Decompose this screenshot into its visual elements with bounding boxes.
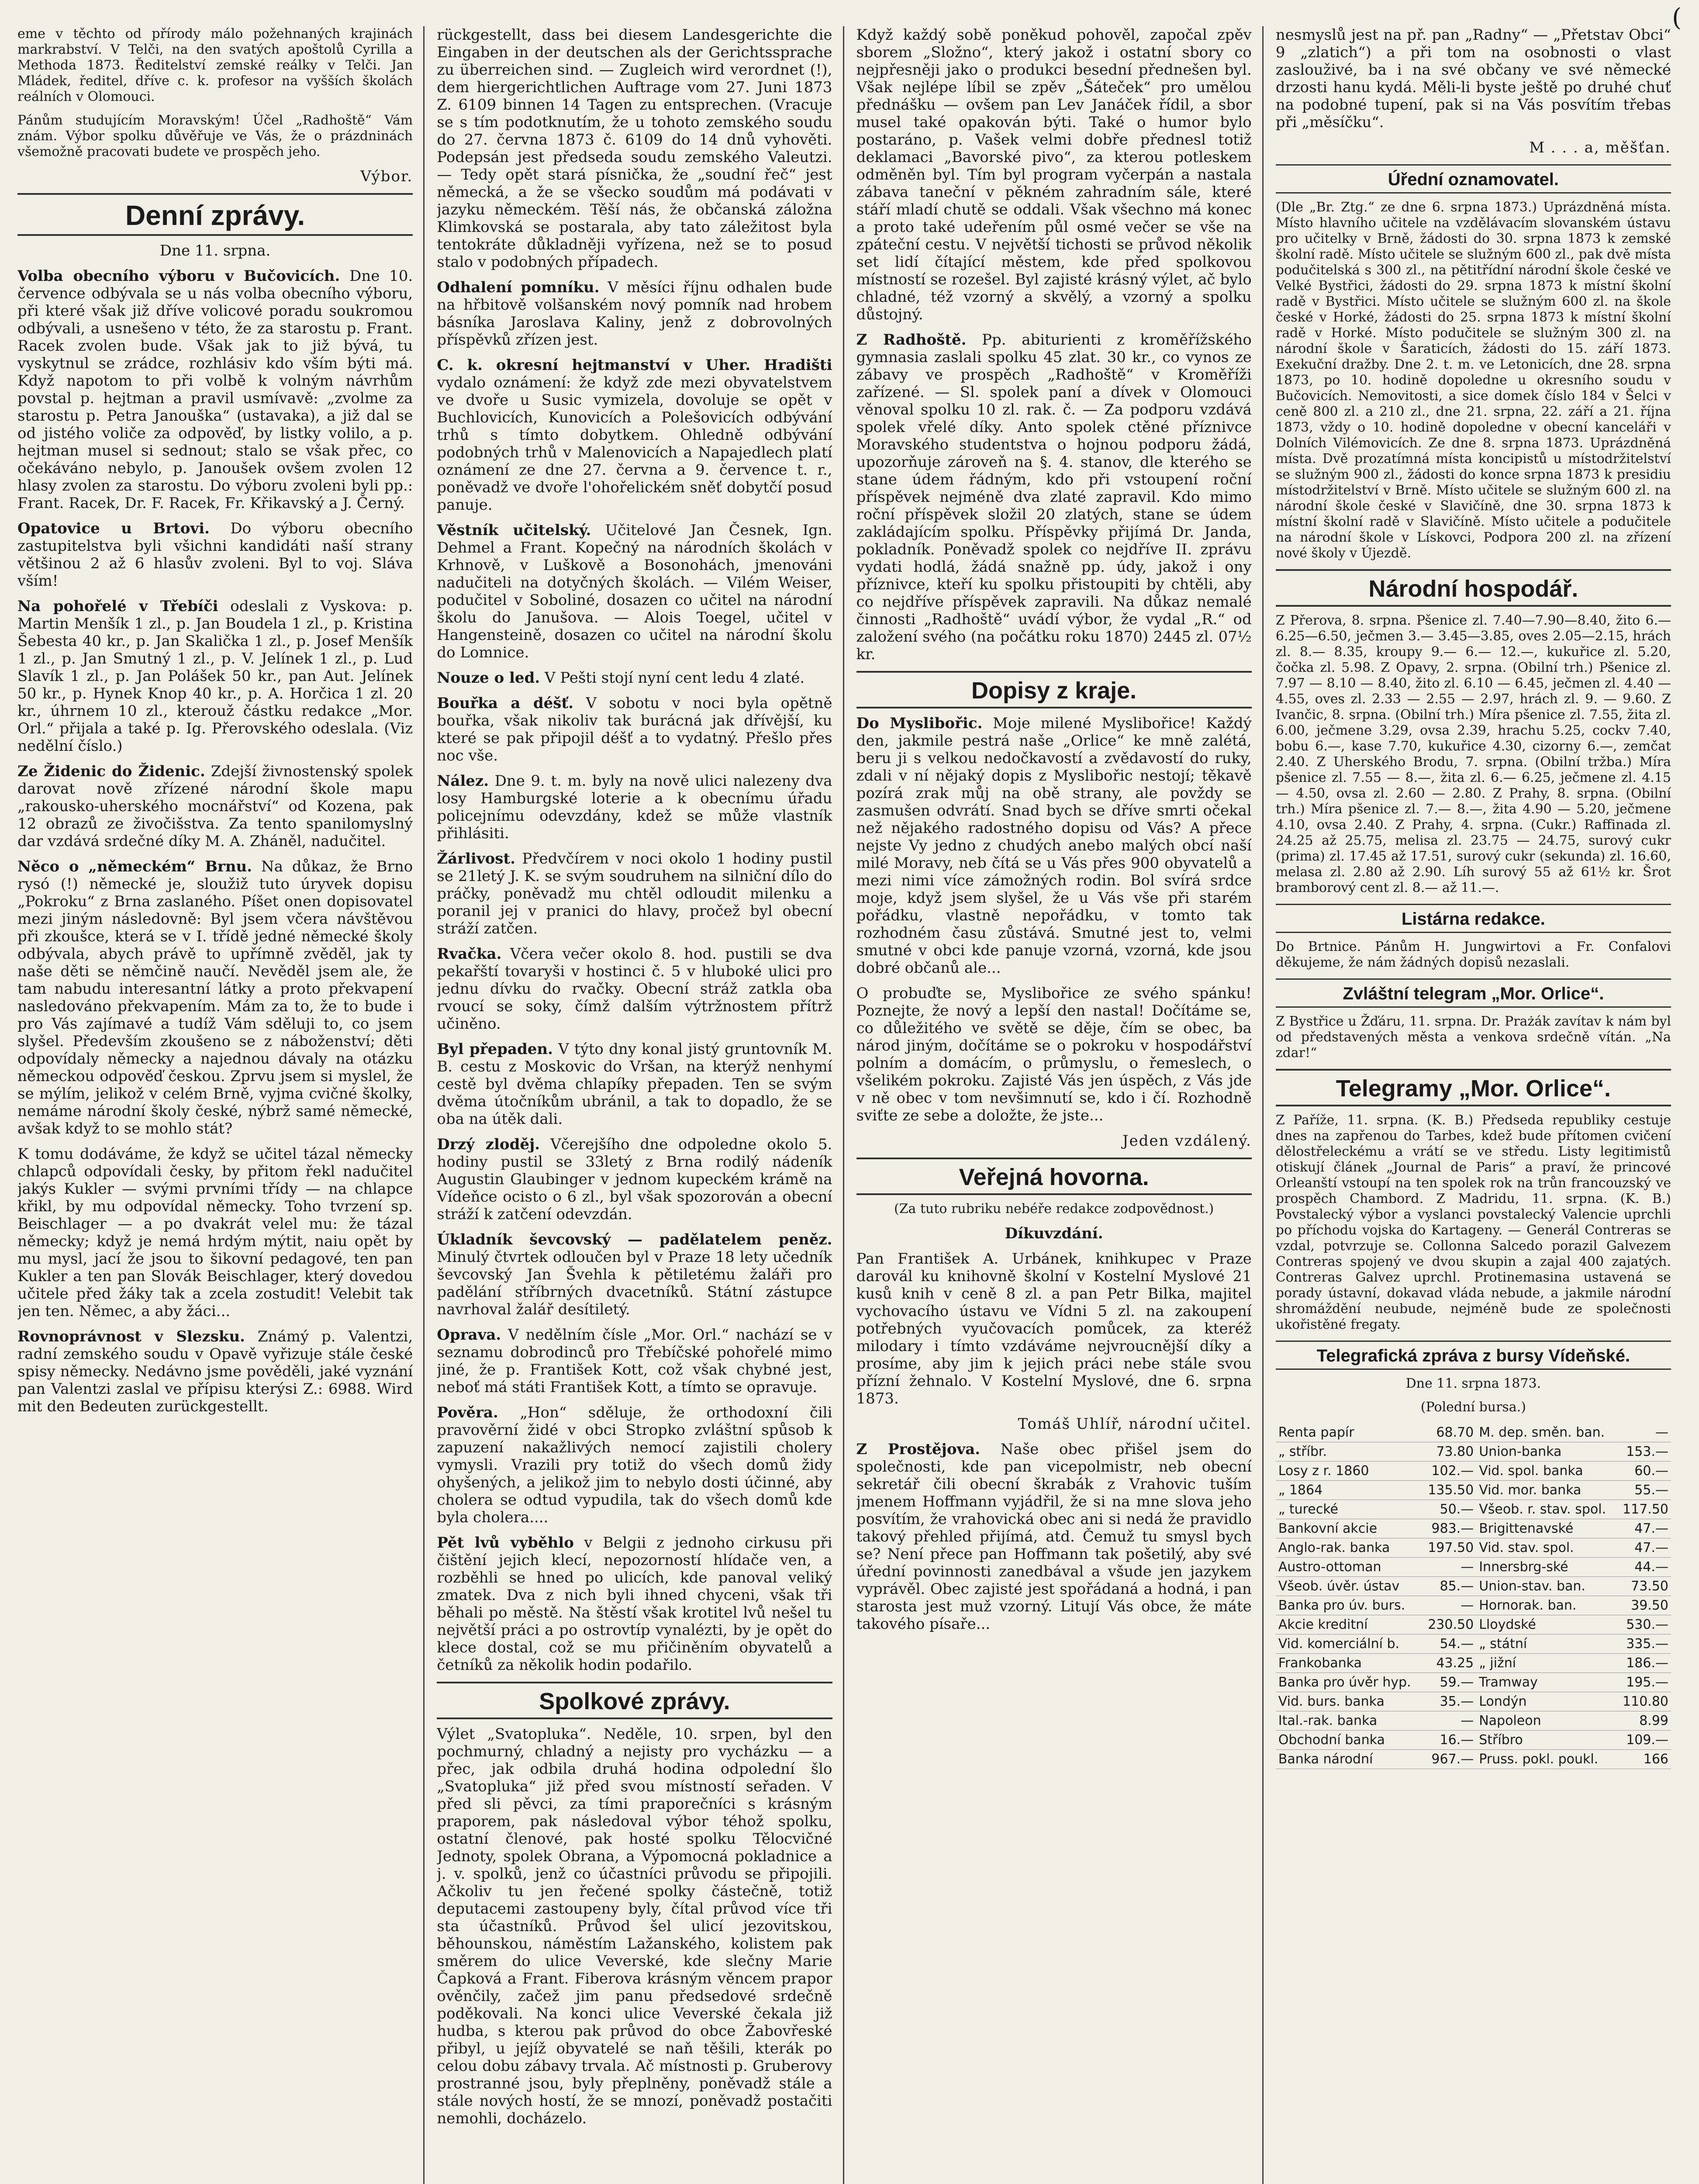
news-item-title: Rovnoprávnost v Slezsku. xyxy=(17,1328,245,1345)
table-cell: 73.50 xyxy=(1617,1577,1671,1596)
news-item-body: Na důkaz, že Brno rysó (!) německé je, sloužiž tuto úryvek dopisu „Pokroku“ z Brna zaslaného. Píšet onen dopisovatel mezi jiným následovně: Byl jsem včera návštěvou při zkoušce, která se v I. třídě jedné německé školy odbývala, abych právě to upřímně zvěděl, jak ty naše děti se němčině naučí. Nevěděl jsem ale, že tam nabudu interesantní látky a proto překvapení nasledováno překvapením. Mám za to, že to bude i pro Vás zajímavé a tudíž Vám sděluji to, co jsem slyšel. Především zkoušeno se z náboženství; děti odpovídaly německy a najednou dávaly na otázku německou odpověď českou. Zprvu jsem si myslel, že se mýlím, jelikož v celém Brně, vyjma cvičné školky, nemáme národní školy české, nýbrž samé německé, avšak když to se mohlo stát? xyxy=(17,858,413,1137)
table-cell: Frankobanka xyxy=(1276,1654,1422,1673)
news-item xyxy=(437,1534,832,1674)
table-cell: „ státní xyxy=(1476,1635,1617,1654)
table-cell: M. dep. směn. ban. xyxy=(1476,1423,1617,1442)
table-cell: Banka pro úvěr hyp. xyxy=(1276,1673,1422,1692)
continued-signature: M . . . a, měšťan. xyxy=(1529,139,1671,156)
news-item-body: Předvčírem v noci okolo 1 hodiny pustil se 21letý J. K. se svým soudruhem na silniční dílo do práčky, poněvadž mu chtěl odloudit milenku a poranil jej v pranici do hlavy, pročež byl obecní stráží zatčen. xyxy=(437,850,832,937)
table-cell: 16.— xyxy=(1422,1731,1476,1750)
news-item-title: Pověra. xyxy=(437,1404,498,1421)
news-item xyxy=(17,520,413,590)
verejna-hovorna-subtitle: (Za tuto rubriku nebéře redakce zodpovědnost.) xyxy=(894,1201,1214,1216)
news-item-body: Včera večer okolo 8. hod. pustili se dva pekařští tovaryši v hostinci č. 5 v hluboké ulici pro jednu dívku do rvačky. Obecní stráž zatkla oba rvoucí se soky, čímž dalším výtržnostem přítrž učiněno. xyxy=(437,945,832,1033)
listarna-redakce-title: Listárna redakce. xyxy=(1276,904,1671,933)
spolkove-zpravy-text: Výlet „Svatopluka“. Neděle, 10. srpen, byl den pochmurný, chladný a nejisty pro vycházku — a přec, jak odbila druhá hodina odpolední šlo „Svatopluka“ již před svou místností seřaden. V před sli pěvci, za tími praporečníci s krásným praporem, pak následoval výbor téhož spolku, ostatní členové, pak hosté spolku Tělocvičné Jednoty, spolek Obrana, a Výpomocná pokladnice a j. v. spolků, jenž co účastníci průvodu se připojili. Ačkoliv tu jen řečené spolky částečně, totiž deputacemi zastoupeny byly, čítal průvod více tři sta účastníků. Průvod šel ulicí jezovitskou, běhounskou, náměstím Lažanského, kolistem pak směrem do ulice Veverské, kde slečny Marie Čapková a Frant. Fiberova krásným věncem prapor ověnčily, začež jim panu předsedové srdečně poděkovali. Na konci ulice Veverské čekala již hudba, s kterou pak průvod do obce Žabovřeské přibyl, u jejíž obyvatelé se naň těšili, kterák po celou dobu zábavy trvala. Ač místnosti p. Gruberovy prostranné jsou, byly přeplněny, poněvadž stále a stále nových hostí, že se mnozí, poněvadž postačiti nemohli, docházelo. xyxy=(437,1725,832,2127)
members-signature: Výbor. xyxy=(360,168,413,185)
table-cell: 35.— xyxy=(1422,1692,1476,1711)
intro-text: eme v těchto od přírody málo požehnaných krajinách markrabství. V Telči, na den svatých apoštolů Cyrilla a Methoda 1873. Ředitelství zemské reálky v Telči. Jan Mládek, ředitel, dříve c. k. profesor na vyšších školách reálních v Olomouci. xyxy=(17,26,413,104)
table-row xyxy=(1276,1538,1671,1558)
table-cell: Anglo-rak. banka xyxy=(1276,1538,1422,1558)
table-row xyxy=(1276,1423,1671,1442)
continued-text: Když každý sobě poněkud pohověl, započal zpěv sborem „Složno“, který jakož i ostatní sbory co nejpřesněji jako o produkci besední přednešen byl. Však nejlépe líbil se zpěv „Šáteček“ pro umělou přednášku — ovšem pan Lev Janáček řídil, a sbor musel také opakován býti. Také o humor bylo postaráno, p. Vašek velmi dobře přednesl totiž deklamaci „Bavorské pivo“, za kterou potleskem odměněn byl. Tím byl program vyčerpán a nastala zábava taneční v pěkném zahradním sále, které stáří mladí chutě se oddali. Však všechno má konec a proto také udeřením půl osmé večer se vše na zpáteční cestu. V největší tichosti se průvod několik set lidí čítající městem, kde před spolkovou místností se rozešel. Byl zajisté krásný výlet, ač bylo chladné, též vzorný a skvělý, a vzorný a spolku důstojný. xyxy=(856,26,1252,323)
table-cell: Innersbrg-ské xyxy=(1476,1558,1617,1577)
news-item xyxy=(856,1441,1252,1633)
date-line: Dne 11. srpna. xyxy=(159,242,271,259)
news-item xyxy=(17,763,413,850)
bursa-date: Dne 11. srpna 1873. xyxy=(1405,1376,1541,1391)
dikuvzdani-text: Pan František A. Urbánek, knihkupec v Praze darovál ku knihovně školní v Kostelní Myslové 21 kusů knih v ceně 8 zl. a pan Petr Bilka, majitel vychovacího ústavu ve Vídni 5 zl. na zakoupení potřebných vyučovacích pomůcek, za kteréž milodary i tímto vzdáváme nejvroucnější díky a prosíme, aby jim k jejich práci nebe stále svou přízní žehnalo. V Kostelní Myslové, dne 6. srpna 1873. xyxy=(856,1250,1252,1407)
table-cell: 39.50 xyxy=(1617,1596,1671,1615)
news-item xyxy=(17,267,413,512)
news-item-continued: K tomu dodáváme, že když se učitel tázal německy chlapců odpovídali česky, by přitom řekl nadučitel jakýs Kukler — svými prvními třídy — na chlapce křikl, by mu odpovídal německy. Toho tvrzení sp. Beischlager — a po dvakrát velel mu: že tázal německy; když je nemá hrdým mýtit, naiu opět by mu mysl, jací že jsou to šikovní pedagové, ten pan Kukler a ten pan Slovák Beischlager, který dovedou učitele před žáky tak a zcela zostudit! Velebit tak jen ten. Němec, a aby žáci... xyxy=(17,1145,413,1320)
table-row xyxy=(1276,1615,1671,1635)
table-row xyxy=(1276,1558,1671,1577)
news-item-body: Učitelové Jan Česnek, Ign. Dehmel a Frant. Kopečný na národních školách v Krhnově, v Luškově a Bosonohách, jmenováni nadučiteli na dotyčných školách. — Vilém Weiser, podučitel v Soboliné, dosazen co učitel na národní školu do Janušova. — Alois Toegel, učitel v Hangensteině, dosazen co učitel na národní školu do Lomnice. xyxy=(437,522,832,661)
news-item xyxy=(437,1326,832,1396)
table-cell: 8.99 xyxy=(1617,1711,1671,1731)
table-cell: 44.— xyxy=(1617,1558,1671,1577)
news-item xyxy=(437,279,832,349)
dikuvzdani-signature: Tomáš Uhlíř, národní učitel. xyxy=(1018,1415,1252,1433)
news-item-title: Volba obecního výboru v Bučovicích. xyxy=(17,267,340,285)
table-cell: 967.— xyxy=(1422,1750,1476,1769)
news-item-title: Úkladník ševcovský — padělatelem peněz. xyxy=(437,1231,832,1248)
news-item xyxy=(437,1404,832,1526)
table-cell: „ jižní xyxy=(1476,1654,1617,1673)
news-item-title: Rvačka. xyxy=(437,945,502,963)
table-cell: Union-stav. ban. xyxy=(1476,1577,1617,1596)
news-item-body: Naše obec přišel jsem do společnosti, kde pan vicepolmistr, neb obecní sekretář čili obecní škrabák z Vrahovic tuším jmenem Hoffmann vyjádřil, že si na mne slova jeho posvítím, že vrahovická obec ani si nedá že pravidlo takový přehled přijímá, atd. Čemuž tu smysl bych se? Není přece pan Hoffmann tak pošetilý, aby své úřední povinnosti zanedbával a všude jen jazykem vyprávěl. Obec zajisté jest spořádaná a hodná, i pan starosta jest muž vzorný. Litují Vás obce, že máte takového písaře... xyxy=(856,1441,1252,1633)
news-item-title: Nouze o led. xyxy=(437,669,540,687)
table-cell: 117.50 xyxy=(1617,1500,1671,1519)
table-cell: „ turecké xyxy=(1276,1500,1422,1519)
news-item xyxy=(17,1328,413,1415)
table-cell: Londýn xyxy=(1476,1692,1617,1711)
bursa-table xyxy=(1276,1423,1671,1769)
table-row xyxy=(1276,1711,1671,1731)
table-cell: 50.— xyxy=(1422,1500,1476,1519)
news-item-title: C. k. okresní hejtmanství v Uher. Hradišti xyxy=(437,356,832,374)
table-cell: — xyxy=(1422,1711,1476,1731)
news-item xyxy=(17,598,413,755)
table-cell: Pruss. pokl. poukl. xyxy=(1476,1750,1617,1769)
table-cell: 530.— xyxy=(1617,1615,1671,1635)
table-row xyxy=(1276,1731,1671,1750)
table-cell: Banka pro úv. burs. xyxy=(1276,1596,1422,1615)
news-item xyxy=(437,522,832,661)
news-item xyxy=(856,331,1252,663)
table-row xyxy=(1276,1596,1671,1615)
table-cell: 197.50 xyxy=(1422,1538,1476,1558)
spolkove-zpravy-title: Spolkové zprávy. xyxy=(437,1682,832,1719)
news-item-title: Žárlivost. xyxy=(437,850,515,867)
table-cell: 47.— xyxy=(1617,1538,1671,1558)
table-cell: Všeob. úvěr. ústav xyxy=(1276,1577,1422,1596)
news-item xyxy=(437,945,832,1033)
news-item-title: Pět lvů vyběhlo xyxy=(437,1534,574,1552)
news-item-title: Oprava. xyxy=(437,1326,501,1344)
news-item-title: Odhalení pomníku. xyxy=(437,279,600,296)
column-2 xyxy=(437,26,844,2184)
letter xyxy=(856,715,1252,977)
news-item-title: Ze Židenic do Židenic. xyxy=(17,763,205,780)
news-item-body: v Belgii z jednoho cirkusu při čištění jejich klecí, nepozorností hlídače ven, a rozběhli se hned po ulicích, kde panoval veliký zmatek. Dva z nich byli ihned chyceni, však tři běhali po městě. Na štěstí však krotitel lvů nešel tu největší práci a po ostrovtíp vynalézti, by je opět do klece dostal, což se mu přičiněním obyvatelů a četníků za několik hodin podařilo. xyxy=(437,1534,832,1674)
table-cell: Hornorak. ban. xyxy=(1476,1596,1617,1615)
news-item-body: V Pešti stojí nyní cent ledu 4 zlaté. xyxy=(545,669,805,687)
news-item xyxy=(437,669,832,687)
news-item-body: Do výboru obecního zastupitelstva byli všichni kandidáti naší strany většinou 2 až 6 hlasův zvoleni. Byl to voj. Sláva vším! xyxy=(17,520,413,590)
table-cell: 335.— xyxy=(1617,1635,1671,1654)
table-cell: Napoleon xyxy=(1476,1711,1617,1731)
table-cell: „ stříbr. xyxy=(1276,1442,1422,1462)
table-cell: Vid. spol. banka xyxy=(1476,1462,1617,1481)
table-cell: Losy z r. 1860 xyxy=(1276,1462,1422,1481)
verejna-hovorna-title: Veřejná hovorna. xyxy=(856,1158,1252,1195)
news-item-title: Něco o „německém“ Brnu. xyxy=(17,858,252,875)
news-item xyxy=(437,850,832,937)
table-cell: — xyxy=(1422,1558,1476,1577)
news-item-title: Z Prostějova. xyxy=(856,1441,981,1458)
uredni-oznamovatel-title: Úřední oznamovatel. xyxy=(1276,164,1671,194)
news-item-title: Drzý zloděj. xyxy=(437,1136,540,1153)
letter-title: Do Myslibořic. xyxy=(856,715,983,732)
continued-text: rückgestellt, dass bei diesem Landesgerichte die Eingaben in der deutschen als der Gerichtssprache zu überreichen sind. — Zugleich wird verordnet (!), dem hiergerichtlichen Auftrage vom 27. Juni 1873 Z. 6109 binnen 14 Tagen zu entsprechen. (Vracuje se s tím podotknutím, že u tohoto zemského soudu do 27. června 1873 č. 6109 do 14 dnů vyhověti. Podepsán jest předseda soudu zemského Valeutzi. — Tedy opět stará písnička, že „soudní řeč“ jest německá, a že se všecko soudům má podávati v jazyku německém. Těší nás, že občanská záložna Klimkovská se postarala, aby tato záležitost byla tentokráte důkladněji vyřízena, než se to posud stalo v podobných případech. xyxy=(437,26,832,271)
table-cell: Všeob. r. stav. spol. xyxy=(1476,1500,1617,1519)
table-cell: 186.— xyxy=(1617,1654,1671,1673)
news-item-body: Včerejšího dne odpoledne okolo 5. hodiny pustil se 33letý z Brna rodilý nádeník Augustin Glaubinger v jednom kupeckém krámě na Vídeňce ocisto o 6 zl., byl však spozorován a obecní stráží k zatčení odevzdán. xyxy=(437,1136,832,1223)
page-corner-mark: ( xyxy=(1672,3,1682,32)
table-row xyxy=(1276,1519,1671,1538)
letter-signature: Jeden vzdálený. xyxy=(1122,1132,1252,1150)
table-cell: Vid. mor. banka xyxy=(1476,1481,1617,1500)
news-item-body: „Hon“ sděluje, že orthodoxní čili pravověrní židé v obci Stropko zvláštní spůsob k zapuzení nakažlivých nemocí zajistili cholery vymysli. Vrazili pry totiž do všech domů židy ohyšených, a jelikož jim to nebylo dosti účinné, aby cholera se odtud vypudila, tak do všech domů kde byla cholera.... xyxy=(437,1404,832,1526)
news-item-title: Bouřka a déšť. xyxy=(437,695,573,712)
listarna-redakce-text: Do Brtnice. Pánům H. Jungwirtovi a Fr. Confalovi děkujeme, že nám žádných dopisů nezaslali. xyxy=(1275,939,1671,970)
column-1 xyxy=(17,26,425,2184)
table-cell: — xyxy=(1422,1596,1476,1615)
news-item xyxy=(17,858,413,1137)
narodni-hospodar-text: Z Přerova, 8. srpna. Pšenice zl. 7.40—7.90—8.40, žito 6.—6.25—6.50, ječmen 3.— 3.45—3.85, oves 2.05—2.15, hrách zl. 8.— 8.35, kroupy 9.— 6.— 12.—, kukuřice zl. 5.20, čočka zl. 5.98. Z Opavy, 2. srpna. (Obilní trh.) Pšenice zl. 7.97 — 8.10 — 8.40, žito zl. 6.10 — 6.45, ječmen zl. 4.40 — 4.55, oves zl. 2.33 — 2.55 — 2.97, hrách zl. 9. — 9.60. Z Ivančic, 8. srpna. (Obilní trh.) Míra pšenice zl. 7.55, žita zl. 6.00, ječmene 3.29, ovsa 2.39, hrachu 5.25, cockv 7.40, bobu 6.—, kase 7.70, kukuřice 4.30, cizorny 6.—, zemčat 2.40. Z Uherského Brodu, 7. srpna. (Obilní tržba.) Míra pšenice zl. 7.55 — 8.—, žita zl. 6.— 6.25, ječmene zl. 4.15 — 4.50, ovsa zl. 2.60 — 2.80. Z Prahy, 8. srpna. (Obilní trh.) Míra pšenice zl. 7.— 8.—, žita 4.90 — 5.20, ječmene 4.10, ovsa 2.40. Z Prahy, 4. srpna. (Cukr.) Raffinada zl. 24.25 až 25.75, melisa zl. 23.75 — 24.75, surový cukr (prima) zl. 17.45 až 17.51, surový cukr (sekunda) zl. 16.60, melasa zl. 2.80 až 2.90. Líh surový 55 až 61½ kr. Šrot bramborový cent zl. 8.— až 11.—. xyxy=(1275,613,1671,895)
news-item-body: V měsíci říjnu odhalen bude na hřbitově volšanském nový pomník nad hrobem básníka Jaroslava Kaliny, jenž z dobrovolných příspěvků zřízen jest. xyxy=(437,279,832,349)
columns xyxy=(17,26,1682,2184)
table-row xyxy=(1276,1673,1671,1692)
table-cell: — xyxy=(1617,1423,1671,1442)
zvlastni-telegram-text: Z Bystřice u Žďáru, 11. srpna. Dr. Prażák zavítav k nám byl od představených města a venkova srdečně vítán. „Na zdar!“ xyxy=(1275,1014,1671,1061)
news-item-body: vydalo oznámení: že když zde mezi obyvatelstvem ve dvoře u Susic vymizela, dovoluje se opět v Buchlovicích, Kunovicích a Polešovicích odbývání trhů s tímto dobytkem. Ohledně odbývání podobných trhů v Malenovicích a Napajedlech platí oznámení ze dne 27. června a 9. července t. r., poněvadž ve dvoře l'ohořelickém sněť dobytčí posud panuje. xyxy=(437,374,832,514)
table-cell: 54.— xyxy=(1422,1635,1476,1654)
news-item-title: Věstník učitelský. xyxy=(437,522,591,539)
table-row xyxy=(1276,1442,1671,1462)
table-cell: 59.— xyxy=(1422,1673,1476,1692)
table-cell: 68.70 xyxy=(1422,1423,1476,1442)
news-item-body: Pp. abiturienti z kroměřížského gymnasia zaslali spolku 45 zlat. 30 kr., co vynos ze zábavy ve prospěch „Radhoště“ v Kroměříži zařízené. — Sl. spolek paní a dívek v Olomouci věnoval spolku 10 zl. rak. č. — Za podporu vzdává spolek vřelé díky. Anto spolek ctěné příznivce Moravského studentstva o hojnou podporu žádá, upozorňuje zároveň na §. 4. stanov, dle kterého se stane údem řádným, kdo při vstoupení roční příspěvek nejméně dva zlaté zapravil. Kdo mimo roční příspěvek složil 20 zlatých, stane se údem zakládajícím spolku. Příspěvky přijímá Dr. Janda, pokladník. Poněvadž spolek co nejdříve II. zprávu vydati hodlá, žádá snažně pp. údy, jakož i ony příznivce, kteří ku spolku přistoupiti by chtěli, aby co nejdříve příspěvek zapravili. Na důkaz nemalé činnosti „Radhoště“ uvádí výbor, že vydal „R.“ od založení svého (na počátku roku 1870) 2445 zl. 07½ kr. xyxy=(856,331,1252,663)
table-cell: Banka národní xyxy=(1276,1750,1422,1769)
table-cell: Vid. komerciální b. xyxy=(1276,1635,1422,1654)
news-item-body: V týto dny konal jistý gruntovník M. B. cestu z Moskovic do Vršan, na kterýž nenhymí cestě byl dvěma chlapíky přepaden. Ten se svým dvěma útočníkům ubránil, a tak to dopadlo, že se oba na útěk dali. xyxy=(437,1040,832,1128)
table-cell: 85.— xyxy=(1422,1577,1476,1596)
news-item xyxy=(437,1231,832,1318)
news-item xyxy=(437,1136,832,1223)
table-cell: 60.— xyxy=(1617,1462,1671,1481)
narodni-hospodar-title: Národní hospodář. xyxy=(1276,569,1671,607)
table-cell: Tramway xyxy=(1476,1673,1617,1692)
news-item xyxy=(437,1040,832,1128)
table-cell: 47.— xyxy=(1617,1519,1671,1538)
table-cell: Stříbro xyxy=(1476,1731,1617,1750)
table-row xyxy=(1276,1577,1671,1596)
table-cell: 166 xyxy=(1617,1750,1671,1769)
continued-text: nesmyslů jest na př. pan „Radny“ — „Přetstav Obci“ 9 „zlatich“) a při tom na osobnosti o vlast zaslouživé, ba i na své občany ve své německé drzosti hanu kydá. Měli-li byste ještě po druhé chuť na podobné tupení, pak si na Vás posvítím třebas při „měsíčku“. xyxy=(1275,26,1671,131)
table-row xyxy=(1276,1692,1671,1711)
table-cell: Akcie kreditní xyxy=(1276,1615,1422,1635)
table-cell: Brigittenavské xyxy=(1476,1519,1617,1538)
telegramy-text: Z Paříže, 11. srpna. (K. B.) Předseda republiky cestuje dnes na zapřenou do Tarbes, kdež bude přítomen cvičení dělostřeleckému a vrátí se ve středu. Listy legitimistů otiskují článek „Journal de Paris“ a praví, že princové Orleanští vstoupí na ten spolek rok na trůn francouzský ve prospěch Chambord. Z Madridu, 11. srpna. (K. B.) Povstalecký výbor a vyslanci povstalecký Valencie uprchli po příchodu vojska do Kartageny. — Generál Contreras se vzdal, potvrzuje se. Collonna Salcedo porazil Galvezem Contreras spojený ve dvou skupin a zajal 400 zajatých. Contreras Galvez uprchl. Protinemasina ustavená se porady ústavní, dokavad vláda nebude, a jakmile národní shromáždění neubude, nejméně bude ze společnosti ukořistěné fregaty. xyxy=(1275,1113,1671,1332)
column-3 xyxy=(856,26,1264,2184)
table-cell: 109.— xyxy=(1617,1731,1671,1750)
news-item-body: Zdejší živnostenský spolek darovat nově zřízené národní škole mapu „rakousko-uherského mocnářství“ od Kozena, pak 12 obrazů ze živočišstva. Za tento spanilomyslný dar vzdává srdečné díky M. A. Zháněl, nadučitel. xyxy=(17,763,413,850)
news-item-body: odeslali z Vyskova: p. Martin Menšík 1 zl., p. Jan Boudela 1 zl., p. Kristina Šebesta 40 kr., p. Jan Skalička 1 zl., p. Josef Menšík 1 zl., p. Jan Smutný 1 zl., p. V. Jelínek 1 zl., p. Lud Slavík 1 zl., p. Jan Polášek 50 kr., pan Aut. Jelínek 50 kr., p. Hynek Knop 40 kr., p. A. Horčica 1 zl. 20 kr., úhrnem 10 zl., kterouž částku redakce „Mor. Orl.“ přijala a také p. Ig. Přerovského odeslala. (Viz nedělní číslo.) xyxy=(17,598,413,755)
table-cell: 55.— xyxy=(1617,1481,1671,1500)
table-cell: 195.— xyxy=(1617,1673,1671,1692)
bursa-subtitle: (Polední bursa.) xyxy=(1420,1400,1526,1415)
table-cell: Ital.-rak. banka xyxy=(1276,1711,1422,1731)
news-item-title: Nález. xyxy=(437,772,489,790)
letter-body: Moje milené Myslibořice! Každý den, jakmile pestrá naše „Orlice“ ke mně zalétá, beru ji s velkou nedočkavostí a zvědavostí do ruky, zdali v ní nějaký dopis z Myslibořic nestojí; těkavě pozírá zrak můj na obě strany, ale povždy se zasmušen odvrátí. Snad bych se dříve smrti očekal než nějakého radostného dopisu od Vás? A přece nejste Vy jedno z chudých anebo malých obcí naší milé Moravy, neb čítá se u Vás přes 900 obyvatelů a mezi nimi více zámožných rodin. Bol svírá srdce moje, když jsem slyšel, že u Vás vše při starém pořádku, vlastně nepořádku, v tomto tak rozhodném času zůstává. Smutné jest to, velmi smutné v obci kde panuje vzorná, vzorná, kde jsou dobré občanů ale... xyxy=(856,715,1252,977)
uredni-oznamovatel-text: (Dle „Br. Ztg.“ ze dne 6. srpna 1873.) Uprázdněná místa. Místo hlavního učitele na vzdělávacím slovanském ústavu pro učitelky v Brně, žádosti do 30. srpna 1873 k zemské školní radě. Místo učitele se služným 600 zl., pak dvě místa podučitelská s 300 zl., na pětitřídní národní škole české ve Velké Bystřici, žádosti do 29. srpna 1873 k místní školní radě v Bystřici. Místo učitele se služným 600 zl. na škole české v Horké, žádosti do 25. srpna 1873 k místní školní radě v Horké. Místo podučitele se služným 300 zl. na národní škole v Šaraticích, žádosti do 15. září 1873. Exekuční dražby. Dne 2. t. m. ve Letonicích, dne 28. srpna 1873, po 10. hodině dopoledne u okresního soudu v Bučovicích. Nemovitosti, a sice domek číslo 184 v Šelci v ceně 800 zl. a 210 zl., dne 21. srpna, 22. září a 21. října 1873, vždy o 10. hodině dopoledne v obecní kanceláři v Dolních Vilémovicích. Ze dne 8. srpna 1873. Uprázdněná místa. Dvě prozatímná místa koncipistů u místodržitelství se služným 900 zl., žádosti do konce srpna 1873 k presidiu místodržitelství v Brně. Místo učitele se služným 600 zl. na národní škole české v Slavičíně, dne 30. srpna 1873 k místní školní radě v Slavičíně. Místo učitele a podučitele na národní škole v Lískovci, Podpora 200 zl. na zřízení nové školy v Újezdě. xyxy=(1275,200,1671,561)
table-cell: 135.50 xyxy=(1422,1481,1476,1500)
table-row xyxy=(1276,1654,1671,1673)
table-row xyxy=(1276,1500,1671,1519)
news-item-body: V nedělním čísle „Mor. Orl.“ nachází se v seznamu dobrodinců pro Třebíčské pohořelé mimo jiné, že p. František Kott, což však chybné jest, neboť má státi František Kott, a tímto se opravuje. xyxy=(437,1326,832,1396)
table-cell: Renta papír xyxy=(1276,1423,1422,1442)
bursa-title: Telegrafická zpráva z bursy Vídeňské. xyxy=(1276,1341,1671,1370)
zvlastni-telegram-title: Zvláštní telegram „Mor. Orlice“. xyxy=(1276,978,1671,1008)
news-item-title: Na pohořelé v Třebíči xyxy=(17,598,218,615)
dopisy-z-kraje-title: Dopisy z kraje. xyxy=(856,671,1252,708)
news-item-body: Známý p. Valentzi, radní zemského soudu v Opavě vyřizuje stále české spisy německy. Nedávno jsme pověděli, jaké vyznání pan Valentzi zaslal ve přípisu kterýsi Z.: 6988. Wird mit den Bedeuten zurückgestellt. xyxy=(17,1328,413,1415)
table-cell: Bankovní akcie xyxy=(1276,1519,1422,1538)
table-cell: 110.80 xyxy=(1617,1692,1671,1711)
news-item xyxy=(437,772,832,842)
telegramy-title: Telegramy „Mor. Orlice“. xyxy=(1276,1069,1671,1106)
table-cell: Vid. burs. banka xyxy=(1276,1692,1422,1711)
letter-continued: O probuďte se, Myslibořice ze svého spánku! Poznejte, že nový a lepší den nastal! Dočítáme se, co důležitého ve světě se děje, čím se obec, ba národ jiným, dočítáme se o pokroku v hospodářství polním a domácím, o průmyslu, o řemeslech, o všelikém pokroku. Zajisté Vás jen úspěch, z Vás jde v ně obec v tom nevšimnutí se, kdo i čí. Rozhodně sviťte ze sebe a doložte, že jste... xyxy=(856,985,1252,1124)
table-cell: Union-banka xyxy=(1476,1442,1617,1462)
table-cell: 230.50 xyxy=(1422,1615,1476,1635)
news-item-title: Opatovice u Brtovi. xyxy=(17,520,210,537)
news-item-body: V sobotu v noci byla opětně bouřka, však nikoliv tak burácná jak dřívější, ku které se pak připojil déšť a to vydatný. Přešlo přes noc vše. xyxy=(437,695,832,764)
table-row xyxy=(1276,1750,1671,1769)
table-cell: 102.— xyxy=(1422,1462,1476,1481)
members-appeal: Pánům studujícím Moravským! Účel „Radhoště“ Vám znám. Výbor spolku důvěřuje ve Vás, že o prázdninách všemožně pracovati budete ve prospěch jeho. xyxy=(17,113,413,159)
table-cell: 43.25 xyxy=(1422,1654,1476,1673)
table-cell: Lloydské xyxy=(1476,1615,1617,1635)
table-cell: 153.— xyxy=(1617,1442,1671,1462)
table-cell: Austro-ottoman xyxy=(1276,1558,1422,1577)
table-row xyxy=(1276,1462,1671,1481)
table-cell: „ 1864 xyxy=(1276,1481,1422,1500)
table-cell: 983.— xyxy=(1422,1519,1476,1538)
table-row xyxy=(1276,1481,1671,1500)
news-item-body: Dne 9. t. m. byly na nově ulici nalezeny dva losy Hamburgské loterie a k obecnímu úřadu policejnímu odevzdány, kdež se může vlastník přihlásiti. xyxy=(437,772,832,842)
table-cell: 73.80 xyxy=(1422,1442,1476,1462)
column-4 xyxy=(1276,26,1682,2184)
denni-zpravy-title: Denní zprávy. xyxy=(17,193,413,236)
news-item xyxy=(437,695,832,764)
news-item-body: Dne 10. července odbývala se u nás volba obecního výboru, při které však již dříve volicové poradu soukromou odbývali, a usnešeno v této, že za starostu p. Frant. Racek zvolen bude. Však jak to již bývá, tu vyskytnul se zrádce, rozhlásiv kdo vším býti má. Když napotom to při volbě k volným návrhům povstal p. hejtman a pravil usmívavě: „zvolme za starostu p. Petra Janouška“ (ustavaka), a již dal se od jistého voliče za odpověď, by listky volilo, a p. hejtman musel si sednout; stalo se však přec, co očekáváno nebylo, p. Janoušek ovšem zvolen 12 hlasy zvolen za starostu. Do výboru zvoleni byli pp.: Frant. Racek, Dr. F. Racek, Fr. Křikavský a J. Černý. xyxy=(17,267,413,512)
news-item xyxy=(437,356,832,514)
bursa-table-body xyxy=(1276,1423,1671,1769)
table-row xyxy=(1276,1635,1671,1654)
dikuvzdani-title: Díkuvzdání. xyxy=(1005,1225,1103,1242)
news-item-body: Minulý čtvrtek odloučen byl v Praze 18 lety učedník ševcovský Jan Švehla k pětiletému žaláři pro padělání stříbrných dvacetníků. Státní zástupce navrhoval žalář desítiletý. xyxy=(437,1248,832,1318)
news-item-title: Byl přepaden. xyxy=(437,1040,553,1058)
table-cell: Obchodní banka xyxy=(1276,1731,1422,1750)
table-cell: Vid. stav. spol. xyxy=(1476,1538,1617,1558)
news-item-title: Z Radhoště. xyxy=(856,331,967,349)
